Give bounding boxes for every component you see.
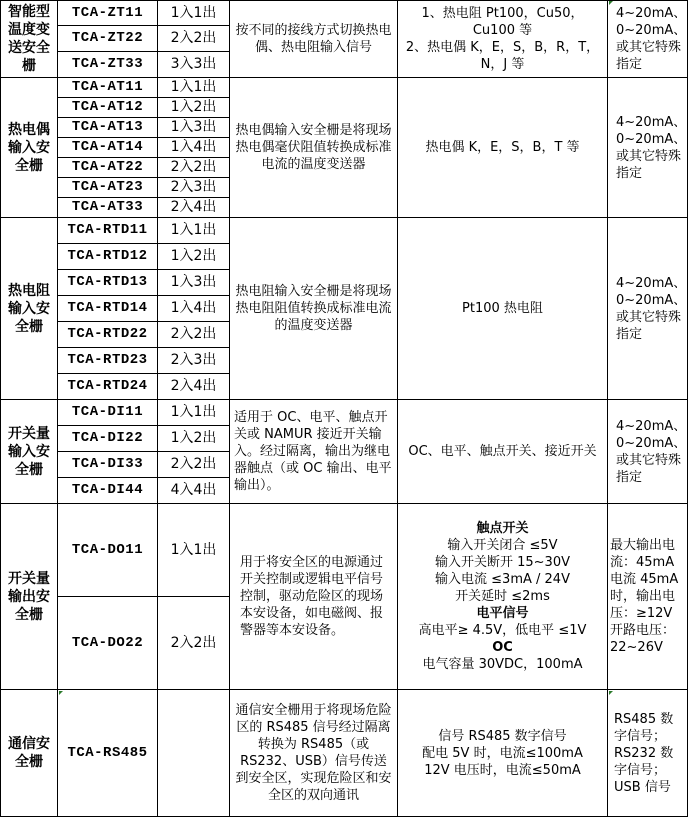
description-cell bbox=[230, 218, 398, 400]
io-cell bbox=[158, 296, 230, 322]
model-label: TCA-DI22 bbox=[71, 430, 144, 446]
model-label: TCA-DI33 bbox=[71, 456, 144, 472]
io-cell bbox=[158, 374, 230, 400]
input-line: 2、热电偶 K，E，S，B，R，T，N，J 等 bbox=[405, 40, 600, 72]
model-cell bbox=[58, 198, 158, 218]
description-text: 通信安全栅用于将现场危险区的 RS485 信号经过隔离转换为 RS485（或 RS232、USB）信号传送到安全区，实现危险区和安全区的双向通讯 bbox=[235, 703, 392, 803]
input-signal-cell bbox=[398, 400, 608, 504]
output-line: 4~20mA、0~20mA、或其它特殊指定 bbox=[616, 114, 687, 181]
model-cell bbox=[58, 218, 158, 244]
cell-corner-marker bbox=[609, 691, 613, 695]
io-label: 2入2出 bbox=[170, 30, 217, 46]
description-cell bbox=[230, 400, 398, 504]
io-label: 2入2出 bbox=[170, 634, 217, 651]
input-heading: 电平信号 bbox=[476, 606, 529, 621]
input-signal-cell bbox=[398, 690, 608, 817]
output-signal-cell bbox=[608, 690, 688, 817]
description-cell bbox=[230, 690, 398, 817]
model-label: TCA-RTD23 bbox=[67, 352, 148, 368]
io-cell bbox=[158, 218, 230, 244]
description-cell bbox=[230, 78, 398, 218]
model-label: TCA-RTD12 bbox=[67, 248, 148, 264]
cell-corner-marker bbox=[609, 1, 613, 5]
input-line: 输入开关断开 15~30V bbox=[434, 555, 570, 570]
model-label: TCA-AT14 bbox=[71, 139, 144, 155]
model-cell bbox=[58, 504, 158, 597]
io-label: 1入4出 bbox=[170, 139, 217, 155]
model-label: TCA-AT13 bbox=[71, 119, 144, 135]
category-label: 智能型温度变送安全栅 bbox=[8, 4, 50, 74]
input-line: Pt100 热电阻 bbox=[462, 301, 543, 316]
model-cell bbox=[58, 478, 158, 504]
output-line: 电流 45mA 时，输出电压：≥12V bbox=[610, 572, 679, 621]
input-signal-cell bbox=[398, 218, 608, 400]
category-cell bbox=[0, 690, 58, 817]
category-cell bbox=[0, 78, 58, 218]
io-label: 2入4出 bbox=[170, 378, 217, 394]
model-label: TCA-DO22 bbox=[71, 634, 144, 651]
input-line: 1、热电阻 Pt100，Cu50，Cu100 等 bbox=[421, 6, 584, 38]
io-cell bbox=[158, 270, 230, 296]
input-line: 高电平≥ 4.5V，低电平 ≤1V bbox=[418, 623, 587, 638]
io-label: 2入3出 bbox=[170, 179, 217, 195]
description-text: 按不同的接线方式切换热电偶、热电阻输入信号 bbox=[235, 23, 392, 55]
io-cell bbox=[158, 138, 230, 158]
model-cell bbox=[58, 597, 158, 690]
model-label: TCA-RTD14 bbox=[67, 300, 148, 316]
model-cell bbox=[58, 52, 158, 78]
io-label: 2入4出 bbox=[170, 199, 217, 215]
input-heading: OC bbox=[492, 640, 513, 655]
io-label: 1入4出 bbox=[170, 300, 217, 316]
io-cell bbox=[158, 452, 230, 478]
input-line: 12V 电压时，电流≤50mA bbox=[424, 762, 581, 778]
io-label: 1入1出 bbox=[170, 541, 217, 558]
model-cell bbox=[58, 348, 158, 374]
io-label: 1入1出 bbox=[170, 79, 217, 95]
input-line: OC、电平、触点开关、接近开关 bbox=[408, 444, 597, 459]
model-label: TCA-ZT11 bbox=[71, 4, 144, 21]
model-cell bbox=[58, 98, 158, 118]
io-cell bbox=[158, 426, 230, 452]
input-signal-cell bbox=[398, 78, 608, 218]
model-label: TCA-RTD24 bbox=[67, 378, 148, 394]
output-line: 开路电压：22~26V bbox=[610, 623, 676, 655]
input-line: 输入电流 ≤3mA / 24V bbox=[435, 572, 570, 587]
model-label: TCA-DI44 bbox=[71, 482, 144, 498]
model-cell bbox=[58, 426, 158, 452]
input-line: 配电 5V 时，电流≤100mA bbox=[422, 745, 583, 761]
output-line: 最大输出电流：45mA bbox=[610, 538, 676, 570]
io-label: 1入2出 bbox=[170, 248, 217, 264]
category-cell bbox=[0, 0, 58, 78]
io-label: 1入2出 bbox=[170, 430, 217, 446]
io-cell bbox=[158, 98, 230, 118]
model-label: TCA-AT12 bbox=[71, 99, 144, 115]
model-label: TCA-ZT22 bbox=[71, 30, 144, 46]
io-cell bbox=[158, 244, 230, 270]
io-label: 1入1出 bbox=[170, 222, 217, 238]
description-cell bbox=[230, 0, 398, 78]
output-line: 4~20mA、0~20mA、或其它特殊指定 bbox=[616, 6, 687, 72]
description-text: 适用于 OC、电平、触点开关或 NAMUR 接近开关输入。经过隔离，输出为继电器触点（或 OC 输出、电平输出）。 bbox=[234, 410, 392, 493]
category-label: 热电阻输入安全栅 bbox=[8, 282, 50, 335]
input-line: 热电偶 K，E，S，B，T 等 bbox=[425, 140, 580, 155]
model-cell bbox=[58, 78, 158, 98]
input-line: 信号 RS485 数字信号 bbox=[438, 728, 567, 744]
output-signal-cell bbox=[608, 78, 688, 218]
description-text: 用于将安全区的电源通过开关控制或逻辑电平信号控制，驱动危险区的现场本安设备，如电磁阀、报警器等本安设备。 bbox=[240, 555, 384, 638]
model-label: TCA-DI11 bbox=[71, 404, 144, 420]
model-cell bbox=[58, 138, 158, 158]
model-label: TCA-DO11 bbox=[71, 541, 144, 558]
model-cell bbox=[58, 118, 158, 138]
input-heading: 触点开关 bbox=[476, 521, 529, 536]
io-label: 2入2出 bbox=[170, 456, 217, 472]
io-cell bbox=[158, 690, 230, 817]
io-label: 2入2出 bbox=[170, 159, 217, 175]
io-cell bbox=[158, 78, 230, 98]
io-cell bbox=[158, 52, 230, 78]
model-cell bbox=[58, 296, 158, 322]
description-text: 热电偶输入安全栅是将现场热电偶毫伏阻值转换成标准电流的温度变送器 bbox=[235, 123, 392, 172]
input-signal-cell bbox=[398, 0, 608, 78]
io-label: 2入2出 bbox=[170, 326, 217, 342]
io-label: 3入3出 bbox=[170, 56, 217, 72]
model-label: TCA-AT23 bbox=[71, 179, 144, 195]
model-label: TCA-AT33 bbox=[71, 199, 144, 215]
model-label: TCA-AT22 bbox=[71, 159, 144, 175]
model-cell bbox=[58, 690, 158, 817]
output-line: RS485 数字信号；RS232 数字信号；USB 信号 bbox=[614, 711, 674, 795]
io-cell bbox=[158, 158, 230, 178]
output-line: 4~20mA、0~20mA、或其它特殊指定 bbox=[616, 275, 687, 342]
output-signal-cell bbox=[608, 0, 688, 78]
model-cell bbox=[58, 400, 158, 426]
io-cell bbox=[158, 198, 230, 218]
io-label: 1入1出 bbox=[170, 404, 217, 420]
model-cell bbox=[58, 374, 158, 400]
model-cell bbox=[58, 322, 158, 348]
cell-corner-marker bbox=[59, 691, 63, 695]
output-signal-cell bbox=[608, 218, 688, 400]
io-cell bbox=[158, 504, 230, 597]
io-cell bbox=[158, 348, 230, 374]
category-label: 开关量输出安全栅 bbox=[8, 570, 50, 623]
output-signal-cell bbox=[608, 400, 688, 504]
input-line: 电气容量 30VDC，100mA bbox=[422, 657, 583, 672]
model-cell bbox=[58, 244, 158, 270]
description-text: 热电阻输入安全栅是将现场热电阻阻值转换成标准电流的温度变送器 bbox=[235, 284, 392, 333]
category-label: 通信安全栅 bbox=[8, 736, 50, 770]
model-cell bbox=[58, 26, 158, 52]
io-cell bbox=[158, 400, 230, 426]
io-cell bbox=[158, 26, 230, 52]
model-cell bbox=[58, 178, 158, 198]
model-label: TCA-RTD13 bbox=[67, 274, 148, 290]
model-cell bbox=[58, 452, 158, 478]
model-cell bbox=[58, 0, 158, 26]
io-cell bbox=[158, 118, 230, 138]
io-label: 4入4出 bbox=[170, 482, 217, 498]
io-label: 1入3出 bbox=[170, 274, 217, 290]
io-cell bbox=[158, 322, 230, 348]
io-label: 2入3出 bbox=[170, 352, 217, 368]
input-signal-cell bbox=[398, 504, 608, 690]
io-label: 1入2出 bbox=[170, 99, 217, 115]
io-label: 1入3出 bbox=[170, 119, 217, 135]
model-label: TCA-RTD22 bbox=[67, 326, 148, 342]
model-label: TCA-RTD11 bbox=[67, 222, 148, 238]
io-cell bbox=[158, 178, 230, 198]
io-cell bbox=[158, 0, 230, 26]
input-line: 输入开关闭合 ≤5V bbox=[447, 538, 558, 553]
output-line: 4~20mA、0~20mA、或其它特殊指定 bbox=[616, 418, 687, 485]
description-cell bbox=[230, 504, 398, 690]
model-cell bbox=[58, 158, 158, 178]
input-line: 开关延时 ≤2ms bbox=[455, 589, 550, 604]
category-label: 热电偶输入安全栅 bbox=[8, 121, 50, 174]
output-signal-cell bbox=[608, 504, 688, 690]
model-cell bbox=[58, 270, 158, 296]
model-label: TCA-AT11 bbox=[71, 79, 144, 95]
io-cell bbox=[158, 478, 230, 504]
model-label: TCA-RS485 bbox=[67, 744, 148, 761]
category-label: 开关量输入安全栅 bbox=[8, 425, 50, 478]
category-cell bbox=[0, 400, 58, 504]
category-cell bbox=[0, 504, 58, 690]
io-label: 1入1出 bbox=[170, 4, 217, 21]
model-label: TCA-ZT33 bbox=[71, 56, 144, 72]
io-cell bbox=[158, 597, 230, 690]
category-cell bbox=[0, 218, 58, 400]
